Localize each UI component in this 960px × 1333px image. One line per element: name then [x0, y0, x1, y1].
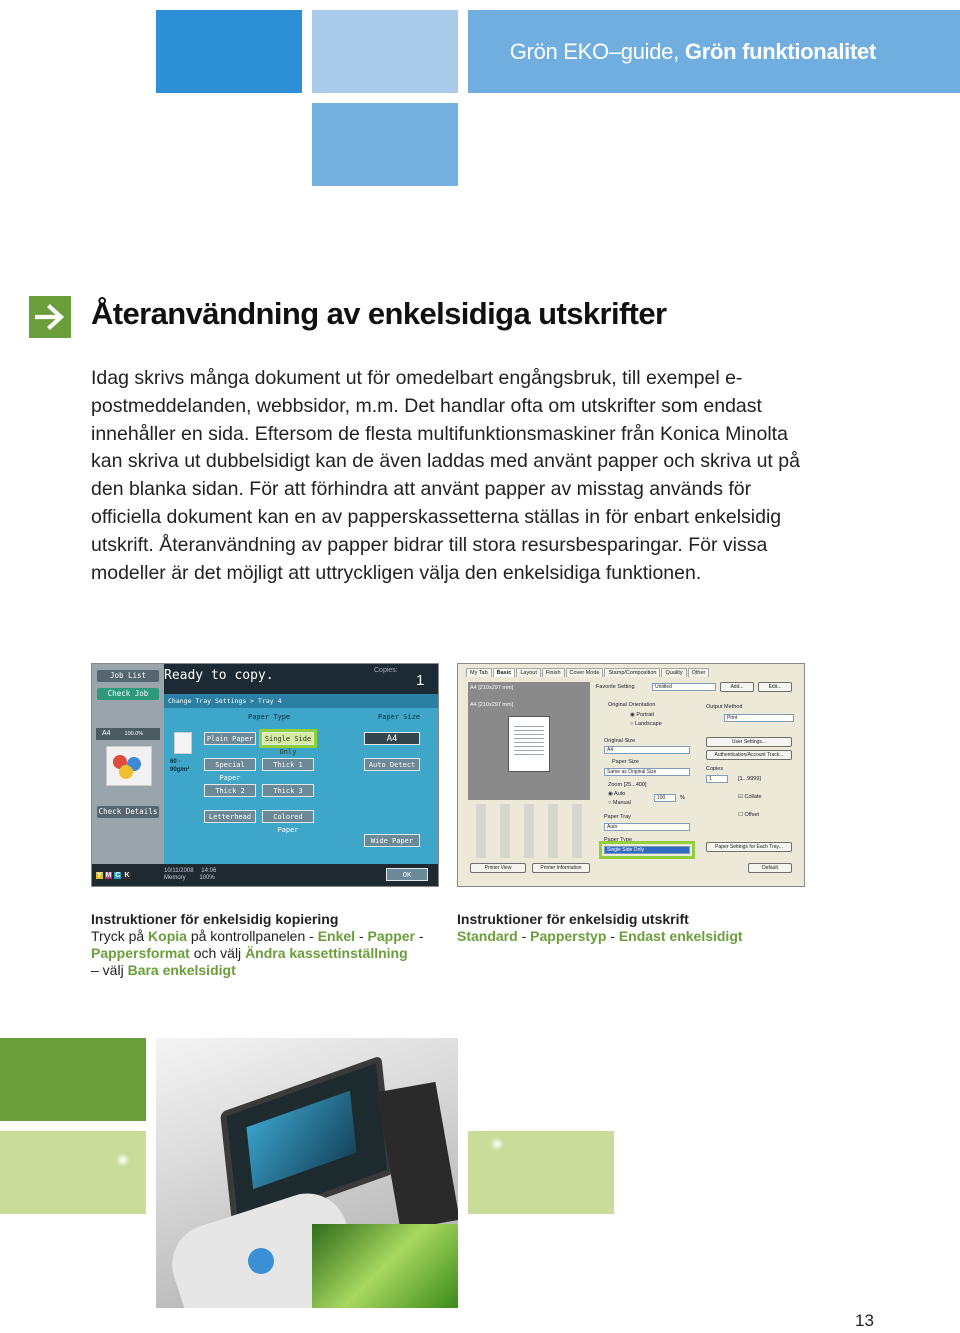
portrait-label: Portrait [636, 712, 655, 718]
paper-type-letterhead[interactable]: Letterhead [204, 810, 256, 823]
printer-information-button[interactable]: Printer Information [532, 863, 590, 873]
zoom-auto-option[interactable]: ◉ Auto [608, 791, 626, 797]
tab-stamp[interactable]: Stamp/Composition [604, 668, 660, 677]
arrow-right-icon [29, 296, 71, 338]
caption-text-3: - [355, 928, 368, 944]
caption-printing-title: Instruktioner för enkelsidig utskrift [457, 911, 689, 927]
section-body: Idag skrivs många dokument ut för omedelbart engångsbruk, till exempel e-postmeddelanden, webbsidor, m.m. Det handlar ofta om utskrifter som endast innehåller en sida. Eftersom de flesta multifunktionsmaskiner från Konica Minolta kan skriva ut dubbelsidigt kan de även laddas med använt papper och skriva ut på den blanka sidan. För att förhindra att använt papper av misstag används för officiella dokument kan en av papperskassetterna ställas in för enbart enkelsidig utskrift. Återanvändning av papper bidrar till stora resursbesparingar. För vissa modeller är det möjligt att uttryckligen välja den enkelsidiga funktionen. [91, 367, 800, 584]
footer-block-green-2 [0, 1131, 146, 1214]
caption-key-kopia: Kopia [148, 928, 187, 944]
paper-tray-label: Paper Tray [604, 814, 631, 820]
collate-label: Collate [744, 794, 762, 800]
caption-key-enkel: Enkel [317, 928, 356, 944]
paper-line-2: A4 [210x297 mm] [470, 702, 514, 708]
caption-sep-2: - [606, 928, 619, 944]
tray-info [96, 728, 160, 740]
copies-range: [1...9999] [738, 776, 761, 782]
printer-view-button[interactable]: Printer View [470, 863, 526, 873]
tab-quality[interactable]: Quality [661, 668, 686, 677]
paper-settings-tray-button[interactable]: Paper Settings for Each Tray... [706, 842, 792, 852]
landscape-label: Landscape [634, 721, 662, 727]
breadcrumb: Change Tray Settings > Tray 4 [164, 694, 438, 708]
original-size-select[interactable]: A4 [604, 746, 690, 754]
portrait-option[interactable]: ◉ Portrait [630, 712, 655, 718]
memory-value: 100% [199, 875, 215, 881]
caption-key-papperstyp: Papperstyp [530, 928, 607, 944]
paper-size-label: Paper Size [378, 713, 421, 721]
caption-printing [457, 911, 797, 945]
tray-percent: 100.0% [124, 731, 144, 737]
copies-value: 1 [416, 672, 425, 689]
zoom-manual-label: Manual [612, 800, 631, 806]
paper-weight: 60 - 90g/m² [170, 759, 190, 773]
zoom-manual-option[interactable]: ○ Manual [608, 800, 631, 806]
toner-y: Y [97, 872, 102, 879]
copier-sidebar [92, 664, 164, 886]
caption-text-2: på kontrollpanelen - [186, 928, 318, 944]
paper-type-special[interactable]: Special Paper [204, 758, 256, 771]
preview-pane [468, 682, 590, 800]
memory-label: Memory [164, 875, 186, 881]
copier-footer [92, 864, 438, 886]
check-details-button[interactable]: Check Details [98, 807, 158, 816]
copies-label: Copies: [374, 667, 398, 674]
footer-block-green-1 [0, 1038, 146, 1121]
zoom-unit: % [680, 795, 685, 801]
paper-type-plain[interactable]: Plain Paper [204, 732, 256, 745]
function-icons [470, 804, 588, 858]
date-time [164, 868, 216, 882]
ok-button[interactable]: OK [386, 868, 428, 881]
tab-basic[interactable]: Basic [493, 668, 516, 677]
preview-thumbnail [106, 746, 152, 786]
paper-size-label: Paper Size [612, 759, 639, 765]
tab-finish[interactable]: Finish [542, 668, 565, 677]
copier-status-bar [164, 664, 438, 694]
auto-detect-button[interactable]: Auto Detect [364, 758, 420, 771]
section-heading: Återanvändning av enkelsidiga utskrifter [91, 296, 667, 331]
caption-copying [91, 911, 441, 979]
caption-key-pappersformat: Pappersformat [91, 945, 190, 961]
original-size-label: Original Size [604, 738, 636, 744]
zoom-input[interactable]: 100 [654, 794, 676, 802]
status-text: Ready to copy. [164, 668, 274, 683]
paper-tray-select[interactable]: Auto [604, 823, 690, 831]
caption-key-endast: Endast enkelsidigt [618, 928, 743, 944]
footer-block-green-3 [468, 1131, 614, 1214]
toner-levels [96, 872, 131, 879]
favorite-select[interactable]: Untitled [652, 683, 716, 691]
page-number: 13 [855, 1311, 874, 1330]
paper-type-label: Paper Type [604, 837, 633, 843]
edit-button[interactable]: Edit... [758, 682, 792, 692]
time: 14:06 [201, 868, 217, 874]
favorite-label: Favorite Setting [596, 684, 635, 690]
header-title-light: Grön EKO–guide, [509, 38, 679, 64]
tab-my-tab[interactable]: My Tab [466, 668, 492, 677]
header-block-3 [312, 103, 458, 186]
tray-size: A4 [102, 730, 111, 737]
caption-sep-1: - [517, 928, 531, 944]
tab-layout[interactable]: Layout [516, 668, 541, 677]
paper-type-thick-2[interactable]: Thick 2 [204, 784, 256, 797]
collate-checkbox[interactable]: ☑ Collate [738, 794, 762, 800]
check-job-button[interactable]: Check Job [97, 688, 159, 700]
caption-key-papper: Papper [367, 928, 415, 944]
caption-copying-title: Instruktioner för enkelsidig kopiering [91, 911, 339, 927]
paper-icon [174, 732, 192, 754]
default-button[interactable]: Default [748, 863, 792, 873]
paper-type-label: Paper Type [248, 713, 291, 721]
auth-tracking-button[interactable]: Authentication/Account Track... [706, 750, 792, 760]
offset-checkbox[interactable]: ☐ Offset [738, 812, 760, 818]
header-block-2 [312, 10, 458, 93]
tab-cover-mode[interactable]: Cover Mode [566, 668, 604, 677]
caption-key-standard: Standard [457, 928, 518, 944]
paper-type-select[interactable]: Single Side Only [604, 846, 690, 854]
paper-size-select[interactable]: Same as Original Size [604, 768, 690, 776]
date: 10/11/2008 [164, 868, 194, 874]
paper-type-thick-3[interactable]: Thick 3 [262, 784, 314, 797]
printer-dialog [458, 664, 804, 886]
printer-dialog-screenshot [457, 663, 805, 887]
caption-text-6: – välj [91, 962, 128, 978]
user-settings-button[interactable]: User Settings... [706, 737, 792, 747]
offset-label: Offset [744, 812, 760, 818]
photo-green-overlay [312, 1224, 458, 1308]
caption-key-andra: Ändra kassettinställning [245, 945, 408, 961]
landscape-option[interactable]: ○ Landscape [630, 721, 662, 727]
paper-line-1: A4 [210x297 mm] [470, 685, 514, 691]
header-title [468, 10, 960, 93]
tab-other[interactable]: Other [688, 668, 710, 677]
job-list-button[interactable]: Job List [97, 670, 159, 682]
dialog-tabs [466, 668, 796, 680]
output-method-label: Output Method [706, 704, 743, 710]
tray-settings-panel [164, 694, 438, 864]
copies-label: Copies [706, 766, 724, 772]
caption-text-5: och välj [189, 945, 246, 961]
caption-key-bara-enkelsidigt: Bara enkelsidigt [127, 962, 236, 978]
caption-text-4: - [414, 928, 424, 944]
output-method-select[interactable]: Print [724, 714, 794, 722]
toner-m: M [105, 872, 112, 879]
page-preview [508, 716, 550, 772]
wide-paper-button[interactable]: Wide Paper [364, 834, 420, 847]
toner-k: K [124, 872, 130, 879]
paper-type-colored[interactable]: Colored Paper [262, 810, 314, 823]
paper-size-value[interactable]: A4 [364, 732, 420, 745]
copier-screen-screenshot [91, 663, 439, 887]
add-button[interactable]: Add... [720, 682, 754, 692]
zoom-label: Zoom [25...400] [608, 782, 647, 788]
zoom-auto-label: Auto [614, 791, 626, 797]
paper-type-thick-1[interactable]: Thick 1 [262, 758, 314, 771]
paper-type-single-side[interactable]: Single Side Only [262, 732, 314, 745]
header-title-bold: Grön funktionalitet [684, 38, 876, 64]
orientation-label: Original Orientation [608, 702, 656, 708]
copies-input[interactable]: 1 [706, 775, 728, 783]
header-block-1 [156, 10, 302, 93]
toner-c: C [115, 872, 121, 879]
caption-text-1: Tryck på [91, 928, 149, 944]
